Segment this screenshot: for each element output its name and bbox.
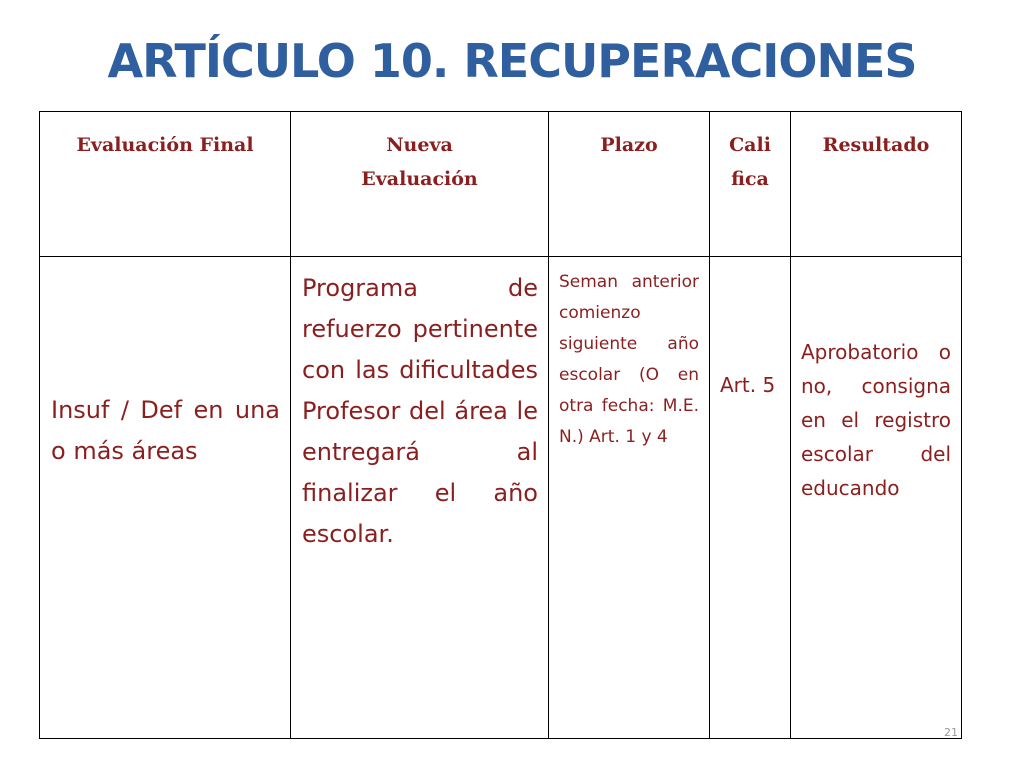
table-cell [710,257,791,739]
header-cell [549,112,710,257]
header-califica: Cali fica [729,134,771,190]
header-row [40,112,962,257]
cell-nueva-evaluacion: Programa de refuerzo pertinente con las dificultades Profesor del área le entregará al finalizar el año escolar. [302,274,538,548]
table-cell [40,257,291,739]
header-cell [791,112,962,257]
cell-califica: Art. 5 [720,373,776,397]
cell-evaluacion-final: Insuf / Def en una o más áreas [51,396,280,465]
recuperaciones-table [39,111,962,739]
header-evaluacion-final: Evaluación Final [76,134,254,156]
cell-resultado: Aprobatorio o no, consigna en el registro escolar del educando [801,340,951,500]
page-number: 21 [944,726,958,739]
header-cell [40,112,291,257]
slide-title: ARTÍCULO 10. RECUPERACIONES [107,34,917,88]
table-cell [791,257,962,739]
header-cell [291,112,549,257]
header-plazo: Plazo [600,134,658,156]
table-cell [291,257,549,739]
table-cell [549,257,710,739]
header-nueva-evaluacion: Nueva Evaluación [361,134,478,190]
cell-plazo: Seman anterior comienzo siguiente año escolar (O en otra fecha: M.E. N.) Art. 1 y 4 [559,272,699,447]
header-cell [710,112,791,257]
table-row [40,257,962,739]
header-resultado: Resultado [822,134,930,156]
